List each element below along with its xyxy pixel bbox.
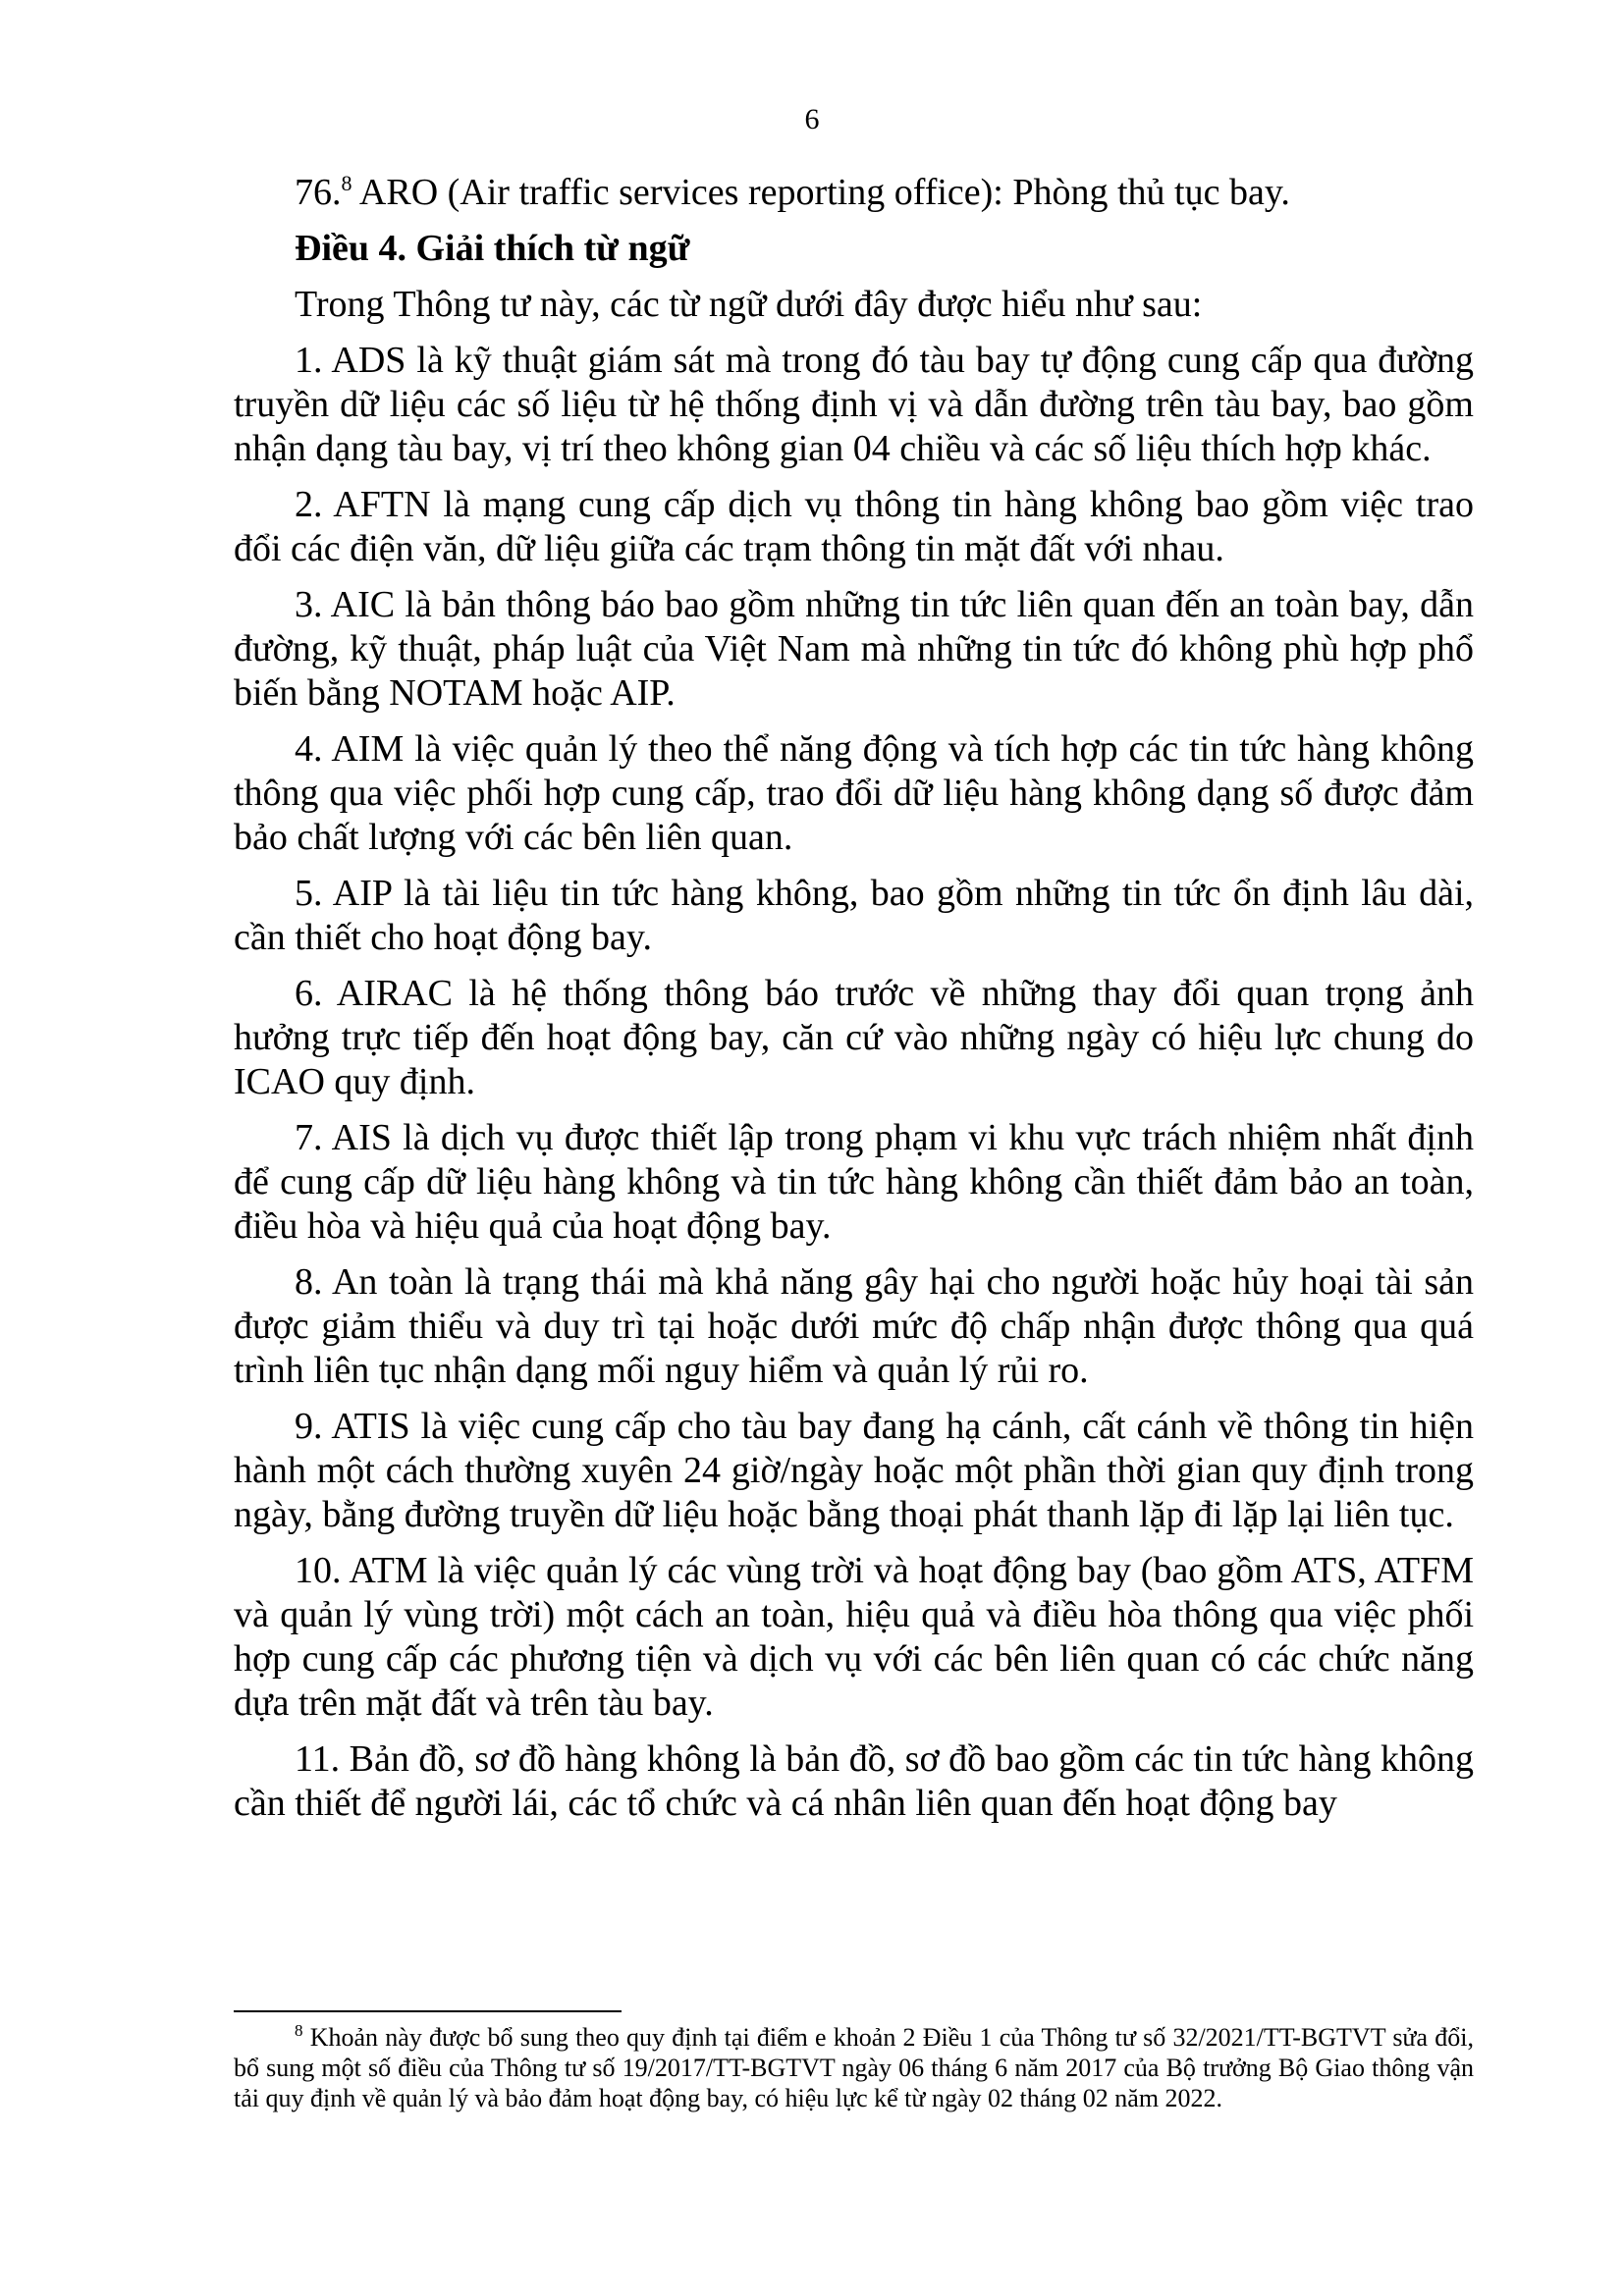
intro-paragraph: Trong Thông tư này, các từ ngữ dưới đây được hiểu như sau: [295, 284, 1203, 325]
definition-item: 7. AIS là dịch vụ được thiết lập trong phạm vi khu vực trách nhiệm nhất định để cung cấp dữ liệu hàng không và tin tức hàng không cần thiết đảm bảo an toàn, điều hòa và hiệu quả của hoạt động bay. [234, 1117, 1474, 1247]
definition-item: 3. AIC là bản thông báo bao gồm những tin tức liên quan đến an toàn bay, dẫn đường, kỹ thuật, pháp luật của Việt Nam mà những tin tức đó không phù hợp phổ biến bằng NOTAM hoặc AIP. [234, 584, 1474, 714]
footnote [234, 2022, 1474, 2113]
definition-item: 2. AFTN là mạng cung cấp dịch vụ thông tin hàng không bao gồm việc trao đổi các điện văn, dữ liệu giữa các trạm thông tin mặt đất với nhau. [234, 484, 1474, 569]
page-number: 6 [804, 103, 820, 135]
footnote-text: Khoản này được bổ sung theo quy định tại điểm e khoản 2 Điều 1 của Thông tư số 32/2021/TT-BGTVT sửa đổi, bổ sung một số điều của Thông tư số 19/2017/TT-BGTVT ngày 06 tháng 6 năm 2017 của Bộ trưởng Bộ Giao thông vận tải quy định về quản lý và bảo đảm hoạt động bay, có hiệu lực kể từ ngày 02 tháng 02 năm 2022. [234, 2023, 1474, 2112]
item-76-text: ARO (Air traffic services reporting office): Phòng thủ tục bay. [352, 172, 1290, 213]
footnote-mark: 8 [295, 2021, 303, 2040]
definition-item: 1. ADS là kỹ thuật giám sát mà trong đó tàu bay tự động cung cấp qua đường truyền dữ liệu các số liệu từ hệ thống định vị và dẫn đường trên tàu bay, bao gồm nhận dạng tàu bay, vị trí theo không gian 04 chiều và các số liệu thích hợp khác. [234, 340, 1474, 469]
document-body [234, 167, 1474, 1838]
definition-item: 6. AIRAC là hệ thống thông báo trước về những thay đổi quan trọng ảnh hưởng trực tiếp đến hoạt động bay, căn cứ vào những ngày có hiệu lực chung do ICAO quy định. [234, 973, 1474, 1102]
footnote-reference[interactable]: 8 [341, 171, 352, 195]
definition-item: 8. An toàn là trạng thái mà khả năng gây hại cho người hoặc hủy hoại tài sản được giảm thiểu và duy trì tại hoặc dưới mức độ chấp nhận được thông qua quá trình liên tục nhận dạng mối nguy hiểm và quản lý rủi ro. [234, 1261, 1474, 1391]
definition-item: 5. AIP là tài liệu tin tức hàng không, bao gồm những tin tức ổn định lâu dài, cần thiết cho hoạt động bay. [234, 873, 1474, 958]
definition-item: 9. ATIS là việc cung cấp cho tàu bay đang hạ cánh, cất cánh về thông tin hiện hành một cách thường xuyên 24 giờ/ngày hoặc một phần thời gian quy định trong ngày, bằng đường truyền dữ liệu hoặc bằng thoại phát thanh lặp đi lặp lại liên tục. [234, 1406, 1474, 1535]
definition-item: 4. AIM là việc quản lý theo thể năng động và tích hợp các tin tức hàng không thông qua việc phối hợp cung cấp, trao đổi dữ liệu hàng không dạng số được đảm bảo chất lượng với các bên liên quan. [234, 728, 1474, 858]
item-76-number: 76. [295, 172, 342, 213]
item-76 [234, 171, 1474, 215]
definition-item: 11. Bản đồ, sơ đồ hàng không là bản đồ, sơ đồ bao gồm các tin tức hàng không cần thiết để người lái, các tổ chức và cá nhân liên quan đến hoạt động bay [234, 1738, 1474, 1824]
definition-item: 10. ATM là việc quản lý các vùng trời và hoạt động bay (bao gồm ATS, ATFM và quản lý vùng trời) một cách an toàn, hiệu quả và điều hòa thông qua việc phối hợp cung cấp các phương tiện và dịch vụ với các bên liên quan có các chức năng dựa trên mặt đất và trên tàu bay. [234, 1550, 1474, 1724]
footnote-divider [234, 2010, 622, 2012]
article-heading: Điều 4. Giải thích từ ngữ [295, 228, 690, 269]
